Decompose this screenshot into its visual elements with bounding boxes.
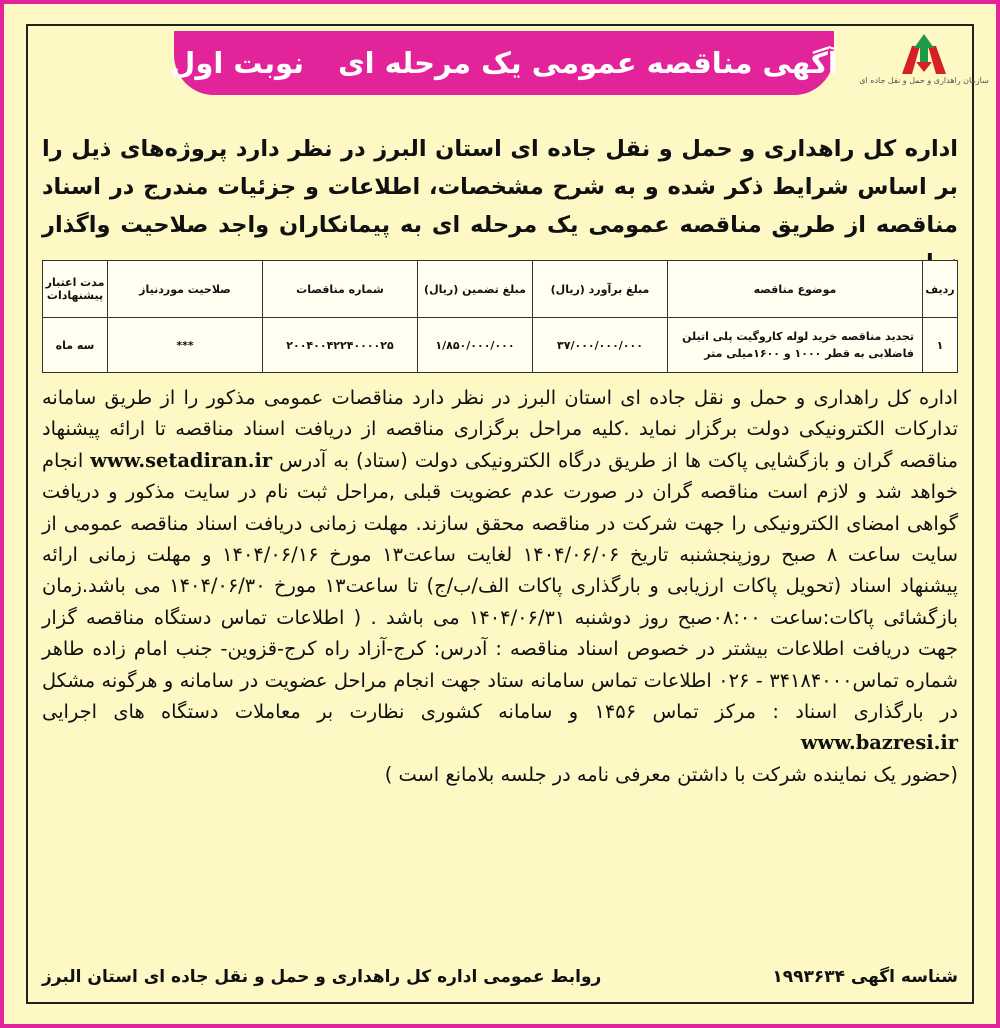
col-estimate: مبلغ برآورد (ریال) bbox=[533, 261, 668, 318]
cell-subject bbox=[668, 318, 923, 373]
details-paragraph bbox=[42, 382, 958, 790]
details-part-1: اداره کل راهداری و حمل و نقل جاده ای استان البرز در نظر دارد مناقصات عمومی مذکور را از طریق سامانه تدارکات الکترونیکی دولت برگزار نماید .کلیه مراحل برگزاری مناقصه از دریافت اسناد مناقصه تا ارائه پیشنهاد مناقصه گران و بازگشایی پاکت ها از طریق درگاه الکترونیکی دولت (ستاد) به آدرس bbox=[42, 386, 958, 472]
subject-line-1: تجدید مناقصه خرید لوله کاروگیت پلی اتیلن bbox=[682, 330, 914, 343]
col-row: ردیف bbox=[923, 261, 958, 318]
logo-caption: سازمان راهداری و حمل و نقل جاده ای bbox=[859, 76, 989, 85]
col-guarantee: مبلغ تضمین (ریال) bbox=[418, 261, 533, 318]
bazresi-link[interactable]: www.bazresi.ir bbox=[800, 731, 958, 755]
details-part-2: انجام خواهد شد و لازم است مناقصه گران در صورت عدم عضویت قبلی ,مراحل ثبت نام در سایت مذکور و دریافت گواهی امضای الکترونیکی را جهت شرکت در مناقصه محقق سازند. مهلت زمانی دریافت اسناد مناقصه عمومی از سایت ساعت ۸ صبح روزپنجشنبه تاریخ ۱۴۰۴/۰۶/۰۶ لغایت ساعت۱۳ مورخ ۱۴۰۴/۰۶/۱۶ و مهلت زمانی ارائه پیشنهاد اسناد (تحویل پاکات ارزیابی و بارگذاری پاکات الف/ب/ج) تا ساعت۱۳ مورخ ۱۴۰۴/۰۶/۳۰ می باشد.زمان بازگشائی پاکات:ساعت ۰۸:۰۰صبح روز دوشنبه ۱۴۰۴/۰۶/۳۱ می باشد . ( اطلاعات تماس دستگاه مناقصه گزار جهت دریافت اطلاعات بیشتر در خصوص اسناد مناقصه : آدرس: کرج-آزاد راه کرج-قزوین- جنب امام زاده طاهر شماره تماس۳۴۱۸۴۰۰۰ - ۰۲۶ اطلاعات تماس سامانه ستاد جهت انجام مراحل عضویت در سامانه و هرگونه مشکل در بارگذاری اسناد : مرکز تماس ۱۴۵۶ و سامانه کشوری نظارت بر معاملات دستگاه های اجرایی bbox=[42, 448, 959, 724]
intro-text: اداره کل راهداری و حمل و نقل جاده ای استان البرز در نظر دارد پروژه‌های ذیل را بر اساس شرایط ذکر شده و به شرح مشخصات، اطلاعات و جزئیات مندرج در اسناد مناقصه از طریق مناقصه عمومی یک مرحله ای به پیمانکاران واجد صلاحیت واگذار bbox=[42, 136, 958, 238]
setad-link[interactable]: www.setadiran.ir bbox=[90, 448, 273, 472]
col-subject: موضوع مناقصه bbox=[668, 261, 923, 318]
organization-logo bbox=[859, 32, 989, 92]
col-validity: مدت اعتبار پیشنهادات bbox=[43, 261, 108, 318]
notice-round: نوبت اول bbox=[170, 46, 305, 80]
subject-line-2: فاضلابی به قطر ۱۰۰۰ و ۱۶۰۰میلی متر bbox=[704, 347, 914, 360]
table-row bbox=[43, 318, 958, 373]
footer bbox=[42, 962, 958, 992]
col-number: شماره مناقصات bbox=[263, 261, 418, 318]
details-text bbox=[42, 382, 958, 759]
cell-estimate: ۳۷/۰۰۰/۰۰۰/۰۰۰ bbox=[533, 318, 668, 373]
publisher: روابط عمومی اداره کل راهداری و حمل و نقل جاده ای استان البرز bbox=[42, 967, 602, 987]
closing-note: (حضور یک نماینده شرکت با داشتن معرفی نامه در جلسه بلامانع است ) bbox=[384, 762, 958, 786]
cell-validity: سه ماه bbox=[43, 318, 108, 373]
col-qualification: صلاحیت موردنیاز bbox=[108, 261, 263, 318]
cell-row: ۱ bbox=[923, 318, 958, 373]
cell-qualification: *** bbox=[108, 318, 263, 373]
table-header-row bbox=[43, 261, 958, 318]
road-arrows-icon bbox=[894, 32, 954, 76]
header-banner bbox=[170, 31, 838, 95]
cell-guarantee: ۱/۸۵۰/۰۰۰/۰۰۰ bbox=[418, 318, 533, 373]
cell-number: ۲۰۰۴۰۰۴۲۲۴۰۰۰۰۲۵ bbox=[263, 318, 418, 373]
tender-table bbox=[42, 260, 958, 373]
notice-title: آگهی مناقصه عمومی یک مرحله ای bbox=[338, 46, 838, 80]
ad-id: شناسه اگهی ۱۹۹۳۶۳۴ bbox=[772, 967, 958, 987]
